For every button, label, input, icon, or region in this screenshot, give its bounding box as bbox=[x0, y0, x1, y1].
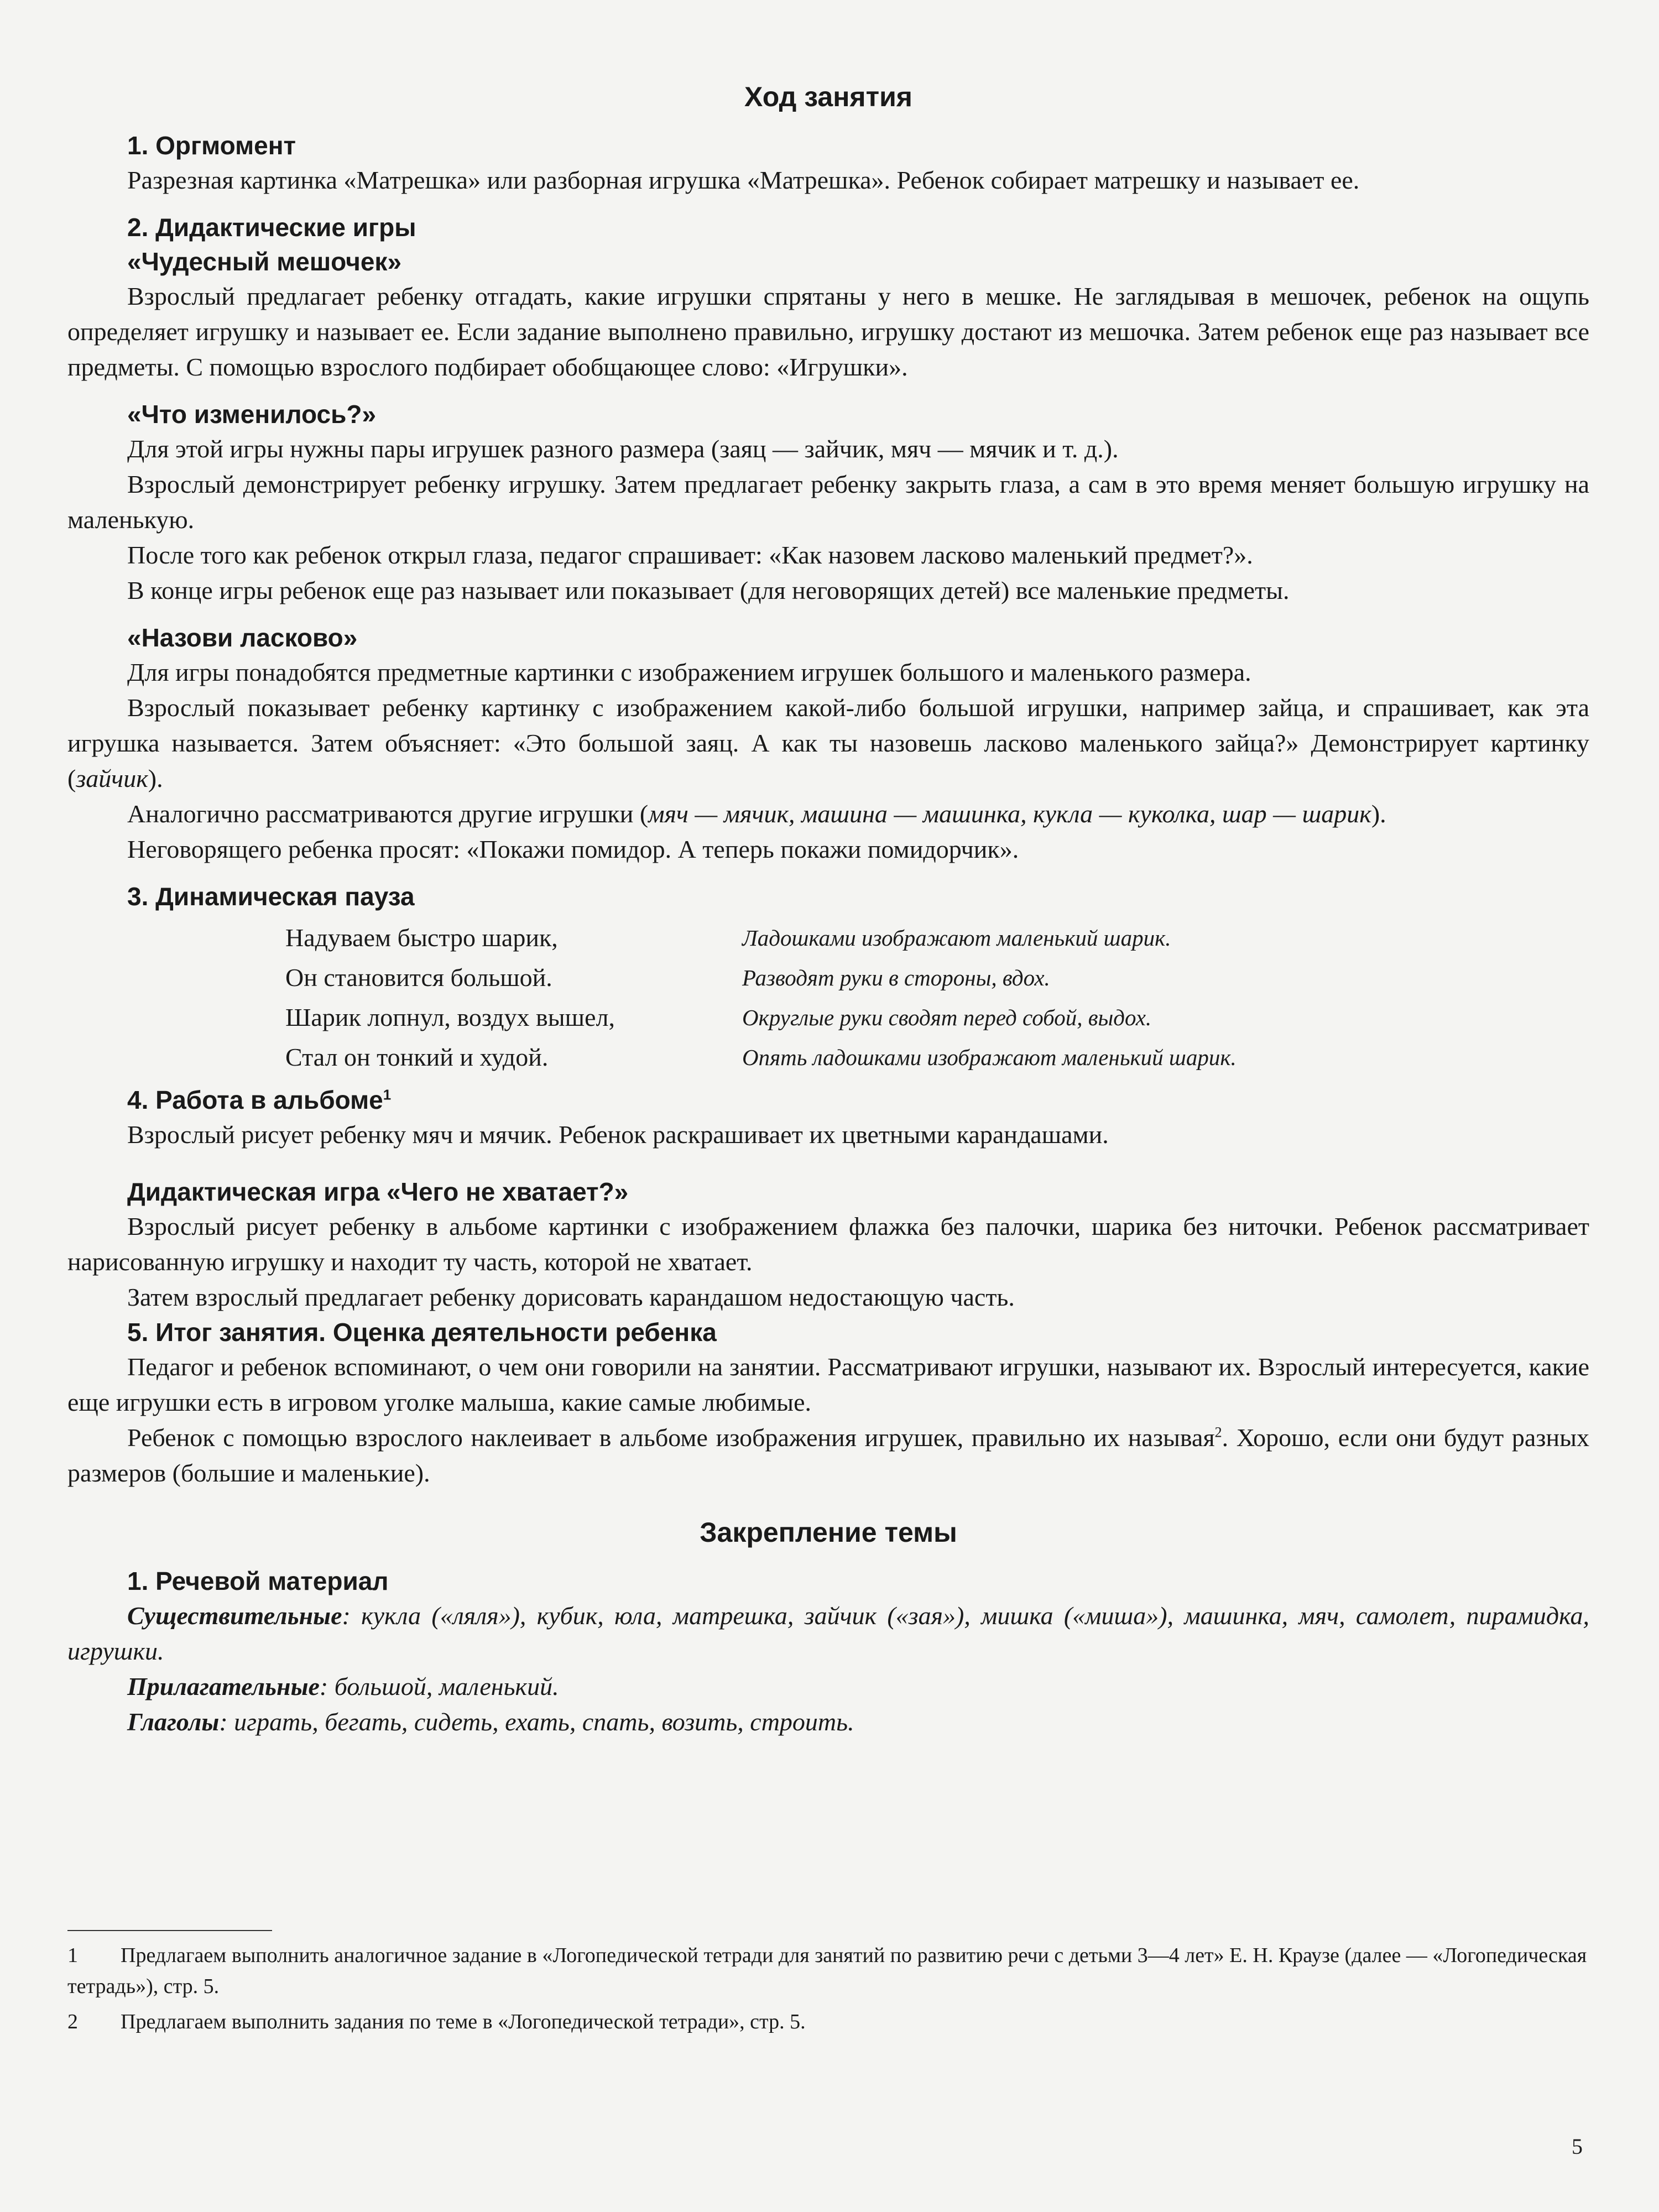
poem-verse: Шарик лопнул, воздух вышел, bbox=[285, 1003, 615, 1031]
game-call-kindly-text-4: Неговорящего ребенка просят: «Покажи помидор. А теперь покажи помидорчик». bbox=[127, 835, 1019, 863]
game-whats-missing-title: Дидактическая игра «Чего не хватает?» bbox=[127, 1177, 629, 1206]
poem-action: Разводят руки в стороны, вдох. bbox=[742, 965, 1050, 990]
speech-material-heading: 1. Речевой материал bbox=[127, 1567, 389, 1595]
footnote-divider bbox=[67, 1930, 272, 1931]
poem-block bbox=[67, 918, 1589, 1079]
section-dynamic-pause-heading: 3. Динамическая пауза bbox=[127, 882, 415, 911]
lesson-title: Ход занятия bbox=[744, 81, 912, 112]
section-summary-heading: 5. Итог занятия. Оценка деятельности ребенка bbox=[127, 1318, 717, 1347]
game-call-kindly-title: «Назови ласково» bbox=[127, 623, 358, 652]
section-album-text: Взрослый рисует ребенку мяч и мячик. Ребенок раскрашивает их цветными карандашами. bbox=[127, 1120, 1109, 1149]
poem-verse: Он становится большой. bbox=[285, 963, 552, 992]
consolidation-title: Закрепление темы bbox=[700, 1517, 957, 1548]
page-content bbox=[67, 77, 1589, 1740]
poem-verse: Стал он тонкий и худой. bbox=[285, 1043, 549, 1071]
verbs-list: Глаголы: играть, бегать, сидеть, ехать, спать, возить, строить. bbox=[127, 1708, 854, 1736]
poem-action: Округлые руки сводят перед собой, выдох. bbox=[742, 1005, 1152, 1030]
game-call-kindly-text-2: Взрослый показывает ребенку картинку с изображением какой-либо большой игрушки, например зайца, и спрашивает, как эта игрушка называется. Затем объясняет: «Это большой заяц. А как ты назовешь ласково маленького зайца?» Демонстрирует картинку (зайчик). bbox=[67, 693, 1589, 792]
game-whats-missing-text-1: Взрослый рисует ребенку в альбоме картинки с изображением флажка без палочки, шарика без ниточки. Ребенок рассматривает нарисованную игрушку и находит ту часть, которой не хватает. bbox=[67, 1212, 1589, 1276]
poem-verse: Надуваем быстро шарик, bbox=[285, 924, 558, 952]
poem-line bbox=[67, 1037, 1589, 1077]
game-call-kindly-text-1: Для игры понадобятся предметные картинки с изображением игрушек большого и маленького размера. bbox=[127, 658, 1251, 686]
footnote-ref: 1 bbox=[383, 1086, 392, 1103]
footnote: 1 Предлагаем выполнить аналогичное задание в «Логопедической тетради для занятий по развитию речи с детьми 3—4 лет» Е. Н. Краузе (далее — «Логопедическая тетрадь»), стр. 5. bbox=[67, 1944, 1587, 1998]
footnote-ref: 2 bbox=[1214, 1424, 1222, 1441]
game-what-changed-text-2: Взрослый демонстрирует ребенку игрушку. Затем предлагает ребенку закрыть глаза, а сам в это время меняет большую игрушку на маленькую. bbox=[67, 470, 1589, 534]
section-summary-text-1: Педагог и ребенок вспоминают, о чем они говорили на занятии. Рассматривают игрушки, называют их. Взрослый интересуется, какие еще игрушки есть в игровом уголке малыша, какие самые любимые. bbox=[67, 1353, 1589, 1416]
game-what-changed-title: «Что изменилось?» bbox=[127, 400, 377, 429]
poem-line bbox=[67, 998, 1589, 1037]
poem-action: Ладошками изображают маленький шарик. bbox=[742, 925, 1171, 951]
game-whats-missing-text-2: Затем взрослый предлагает ребенку дорисовать карандашом недостающую часть. bbox=[127, 1283, 1015, 1311]
example-word-pairs: мяч — мячик, машина — машинка, кукла — куколка, шар — шарик bbox=[648, 800, 1371, 828]
section-album-heading: 4. Работа в альбоме$^1$ bbox=[127, 1086, 392, 1114]
footnote: 2 Предлагаем выполнить задания по теме в «Логопедической тетради», стр. 5. bbox=[67, 2010, 806, 2033]
section-orgmoment-heading: 1. Оргмомент bbox=[127, 131, 296, 160]
section-orgmoment-text: Разрезная картинка «Матрешка» или разборная игрушка «Матрешка». Ребенок собирает матрешку и называет ее. bbox=[127, 166, 1360, 194]
example-word: зайчик bbox=[76, 764, 148, 792]
poem-line bbox=[67, 958, 1589, 998]
section-summary-text-2: Ребенок с помощью взрослого наклеивает в альбоме изображения игрушек, правильно их называя$^2$. Хорошо, если они будут разных размеров (большие и маленькие). bbox=[67, 1423, 1590, 1487]
game-magic-bag-title: «Чудесный мешочек» bbox=[127, 247, 402, 276]
section-games-heading: 2. Дидактические игры bbox=[127, 213, 416, 242]
game-what-changed-text-3: После того как ребенок открыл глаза, педагог спрашивает: «Как назовем ласково маленький предмет?». bbox=[127, 541, 1253, 569]
page-number: 5 bbox=[1572, 2134, 1583, 2159]
adjectives-list: Прилагательные: большой, маленький. bbox=[127, 1672, 559, 1700]
nouns-list: Существительные: кукла («ляля»), кубик, юла, матрешка, зайчик («зая»), мишка («миша»), машинка, мяч, самолет, пирамидка, игрушки. bbox=[67, 1601, 1589, 1665]
game-what-changed-text-1: Для этой игры нужны пары игрушек разного размера (заяц — зайчик, мяч — мячик и т. д.). bbox=[127, 435, 1119, 463]
poem-line bbox=[67, 918, 1589, 958]
game-what-changed-text-4: В конце игры ребенок еще раз называет или показывает (для неговорящих детей) все маленькие предметы. bbox=[127, 576, 1290, 604]
game-magic-bag-text: Взрослый предлагает ребенку отгадать, какие игрушки спрятаны у него в мешке. Не заглядывая в мешочек, ребенок на ощупь определяет игрушку и называет ее. Если задание выполнено правильно, игрушку достают из мешочка. Затем ребенок еще раз называет все предметы. С помощью взрослого подбирает обобщающее слово: «Игрушки». bbox=[67, 282, 1589, 381]
game-call-kindly-text-3: Аналогично рассматриваются другие игрушки (мяч — мячик, машина — машинка, кукла — куколка, шар — шарик). bbox=[127, 800, 1386, 828]
poem-action: Опять ладошками изображают маленький шарик. bbox=[742, 1045, 1237, 1070]
